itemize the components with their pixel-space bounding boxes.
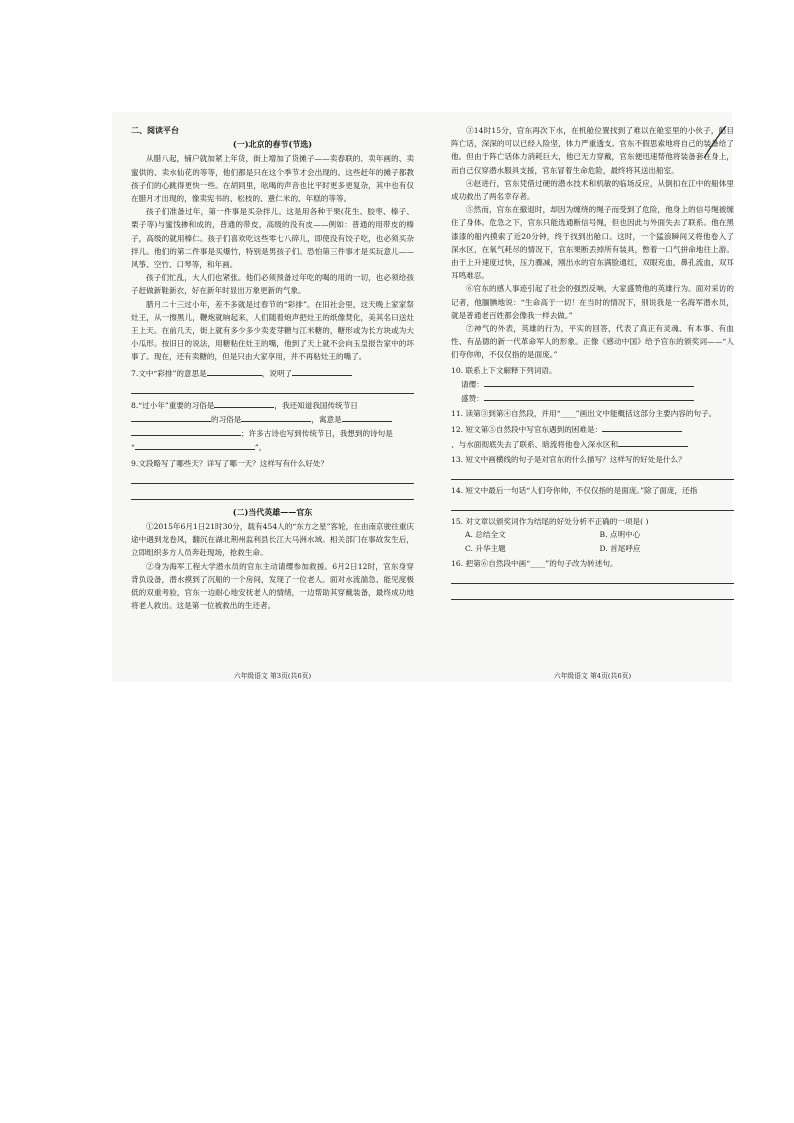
- answer-blank[interactable]: [342, 412, 392, 422]
- answer-line[interactable]: [451, 499, 734, 511]
- passage1-paragraph: 腊月二十三过小年，差不多就是过春节的“彩排”。在旧社会里，这天晚上家家祭灶王，从一擦黑儿，鞭炮就响起来，人们随着炮声把灶王的纸像焚化，美其名曰送灶王上天。在前几天，街上就有多少多少卖麦芽糖与江米糖的，糖形或为长方块或为大小瓜形。按旧日的说法，用糖粘住灶王的嘴，他到了天上就不会向玉皇报告家中的坏事了。现在，还有卖糖的，但是只由大家享用，并不再粘灶王的嘴了。: [131, 299, 414, 362]
- answer-line[interactable]: [131, 488, 414, 500]
- left-page: [131, 124, 414, 613]
- word-line: 盛赞：: [451, 391, 734, 405]
- question-12: 12. 短文第⑤自然段中写官东遇到的困难是：: [451, 422, 734, 436]
- page-footer: 六年级语文 第3页(共6页): [233, 672, 312, 680]
- question-16: 16. 把第⑥自然段中画“____”的句子改为转述句。: [451, 558, 618, 568]
- passage2-paragraph: ①2015年6月1日21时30分，载有454人的“东方之星”客轮，在由南京驶往重庆途中遇到龙卷风，翻沉在湖北荆州监利县长江大马洲水域。相关部门在事故发生后，立即组织多方人员奔赴现场，抢救生命。: [131, 522, 415, 558]
- question-14: 14. 短文中最后一句话“人们夸你帅，不仅仅指的是面庞。”除了面庞，还指: [451, 486, 698, 496]
- answer-line[interactable]: [451, 588, 734, 600]
- answer-blank[interactable]: [484, 377, 694, 387]
- passage2-paragraph: ②身为海军工程大学潜水员的官东主动请缨参加救援。6月2日12时，官东身穿背负设备，潜水摸到了沉船的一个房间，发现了一位老人。面对水流湍急、能见度极低的双重考验，官东一边耐心地安抚老人的情绪，一边帮助其穿戴装备，最终成功地将老人救出。这是第一位被救出的生还者。: [131, 561, 414, 611]
- passage1-paragraph: 从腊八起，铺户就加紧上年货，街上增加了货摊子——卖春联的、卖年画的、卖蜜供的、卖水仙花的等等，他们都是只在这个季节才会出现的。这些赶年的摊子都教孩子们的心跳得更快一些。在胡同里，吆喝的声音也比平时更多更复杂，其中也有仅在腊月才出现的，像卖宪书的、松枝的、薏仁米的、年糕的等等。: [131, 154, 414, 204]
- answer-blank[interactable]: [602, 422, 682, 432]
- passage2-paragraph: ⑥官东的感人事迹引起了社会的强烈反响，大家盛赞他的英雄行为。面对采访的记者，他腼腆地说：“生命高于一切！在当时的情况下，别说我是一名海军潜水员，就是普通老百姓都会像我一样去做。”: [451, 284, 734, 320]
- options: [451, 528, 734, 554]
- right-page: [451, 124, 734, 604]
- passage1-paragraph: 孩子们准备过年，第一件事是买杂拌儿。这是用各种干果(花生、胶枣、榛子、栗子等)与蜜饯掺和成的，普通的带皮，高级的没有皮——例如：普通的用带皮的榛子，高级的就用榛仁。孩子们喜欢吃这些零七八碎儿，即使没有饺子吃，也必须买杂拌儿。他们的第二件事是买爆竹，特别是男孩子们。恐怕第三件事才是买玩意儿——风筝、空竹、口琴等，和年画。: [131, 207, 414, 270]
- passage1-paragraph: 孩子们忙乱，大人们也紧张。他们必须预备过年吃的喝的用的一切，也必须给孩子赶做新鞋新衣，好在新年时显出万象更新的气象。: [131, 273, 414, 296]
- answer-blank[interactable]: [618, 437, 688, 447]
- option-c[interactable]: C. 升华主题: [465, 543, 506, 553]
- word-line: 请缨：: [451, 377, 734, 391]
- answer-blank[interactable]: [207, 366, 262, 376]
- question-13: 13. 短文中画横线的句子是对官东的什么描写？这样写的好处是什么？: [451, 454, 686, 464]
- question-8: 8.“过小年”重要的习俗是 ，我还知道我国传统节日 的习俗是 ，寓意是 ；许多古诗也写到传统节日，我想到的诗句是 “ ”。: [131, 398, 414, 455]
- answer-line[interactable]: [131, 472, 414, 484]
- option-d[interactable]: D. 首尾呼应: [599, 543, 641, 553]
- option-a[interactable]: A. 总结全文: [465, 530, 506, 540]
- answer-blank[interactable]: [131, 412, 211, 422]
- passage2-paragraph: ⑦神气的外表，英雄的行为，平实的回答，代表了真正有灵魂、有本事、有血性、有品德的新一代革命军人的形象。正像《感动中国》给予官东的颁奖词——“人们夸你帅，不仅仅指的是面庞。”: [451, 324, 734, 360]
- section-title: 二、阅读平台: [131, 125, 179, 135]
- option-b[interactable]: B. 点明中心: [599, 530, 641, 540]
- page-footer: 六年级语文 第4页(共6页): [553, 672, 632, 680]
- answer-blank[interactable]: [214, 398, 274, 408]
- passage2-title: (二)当代英雄——官东: [232, 506, 313, 517]
- question-10: 10. 联系上下文解释下列词语。: [451, 365, 557, 375]
- answer-line[interactable]: [451, 572, 734, 584]
- passage2-paragraph: ⑤然而，官东在撤退时，却因为缠绕的绳子而受到了危险，他身上的信号绳被缠住了身体。危急之下，官东只能选通断信号绳，但也因此与外面失去了联系。他在黑漆漆的船内摸索了近20分钟，终于找到出舱口。这时，一个猛浪瞬间又将他卷入了深水区，在氧气耗尽的情况下，官东果断丢掉所有装具，憋着一口气拼命地往上游。由于上升速度过快，压力骤减，刚出水的官东满脸通红，双眼充血，鼻孔流血，双耳耳鸣难忍。: [451, 205, 734, 281]
- answer-blank[interactable]: [131, 426, 241, 436]
- question-9: 9.文段略写了哪些天？详写了哪一天？这样写有什么好处？: [131, 458, 329, 468]
- passage2-paragraph: ④赵进行，官东凭借过硬的潜水技术和机敏的临场反应，从倒扣在江中的船体里成功救出了两名幸存者。: [451, 178, 734, 202]
- passage2-paragraph: ③14时15分，官东再次下水，在机舱位置找到了难以在舱室里的小伙子，船目阵亡话，深深的可以已经入险坚，体力严重透支。官东不假思索地将自己的装备给了他。但由于阵亡话体力消耗巨大，他已无力穿戴，官东便迅速帮他将装备套在身上，而自己仅穿潜水服具支援，官东冒着生命危险，最终将其送出船室。: [451, 126, 734, 175]
- answer-blank[interactable]: [241, 412, 311, 422]
- question-15: 15. 对文章以颁奖词作为结尾的好处分析不正确的一项是( ): [451, 517, 649, 527]
- answer-blank[interactable]: [292, 366, 352, 376]
- question-11: 11. 读第③到第④自然段，并用“____”画出文中能概括这部分主要内容的句子。: [451, 409, 717, 419]
- answer-blank[interactable]: [484, 391, 694, 401]
- question-7: 7.文中“彩排”的意思是 ，说明了: [131, 366, 414, 380]
- answer-line[interactable]: [131, 382, 414, 394]
- pen-mark-icon: [700, 122, 730, 162]
- answer-line[interactable]: [451, 468, 734, 480]
- answer-blank[interactable]: [135, 440, 255, 450]
- passage1-title: (一)北京的春节(节选): [232, 139, 313, 150]
- question-12-cont: 、与水面彻底失去了联系、暗流将他卷入深水区和: [451, 437, 734, 451]
